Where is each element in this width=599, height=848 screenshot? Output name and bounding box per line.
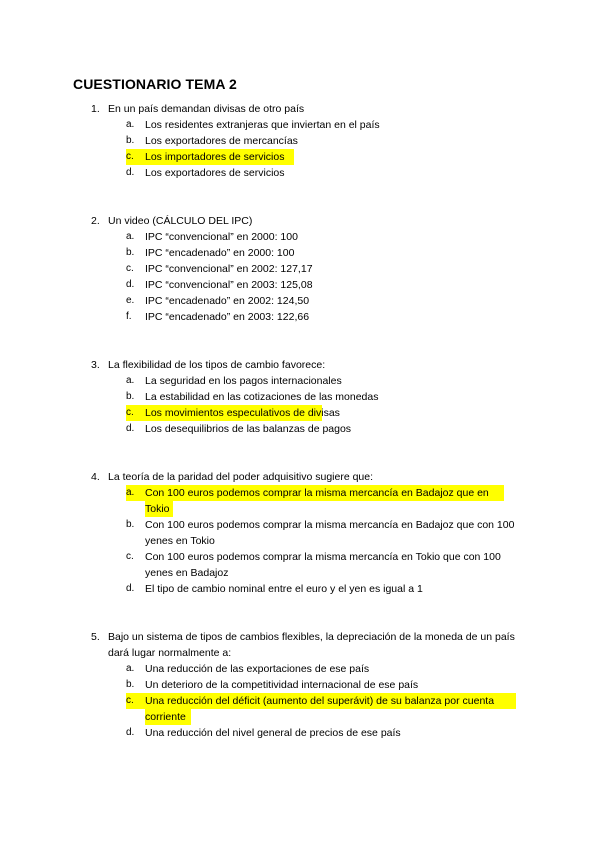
option-text: Los residentes extranjeras que inviertan en el país [145, 119, 380, 131]
option-text: Los exportadores de servicios [145, 167, 285, 179]
option-letter: b. [126, 247, 135, 258]
option-letter: d. [126, 727, 135, 738]
option-text: Los exportadores de mercancías [145, 135, 298, 147]
page-title: CUESTIONARIO TEMA 2 [73, 76, 237, 92]
option-text: Los desequilibrios de las balanzas de pagos [145, 423, 352, 435]
option-text: Los importadores de servicios [145, 151, 285, 163]
question-text: Bajo un sistema de tipos de cambios flexibles, la depreciación de la moneda de un país dará lugar normalmente a: [108, 631, 515, 659]
option-letter: d. [126, 167, 135, 178]
option-letter: c. [126, 407, 134, 418]
option-letter: a. [126, 231, 135, 242]
option-letter: a. [126, 663, 135, 674]
option-letter: d. [126, 583, 135, 594]
option-text: Una reducción del déficit (aumento del superávit) de su balanza por cuenta corriente [145, 695, 495, 723]
option-text: IPC “encadenado” en 2002: 124,50 [145, 295, 310, 307]
option-text: IPC “convencional” en 2000: 100 [145, 231, 298, 243]
option-text: El tipo de cambio nominal entre el euro y el yen es igual a 1 [145, 583, 423, 595]
option-letter: a. [126, 375, 135, 386]
option-text: Los movimientos especulativos de divisas [145, 407, 340, 419]
option-text: IPC “convencional” en 2002: 127,17 [145, 263, 313, 275]
question-text: La flexibilidad de los tipos de cambio favorece: [108, 359, 326, 371]
option-letter: c. [126, 551, 134, 562]
question-number: 3. [91, 359, 100, 371]
option-text: La estabilidad en las cotizaciones de las monedas [145, 391, 379, 403]
question-number: 1. [91, 103, 100, 115]
option-letter: b. [126, 135, 135, 146]
option-letter: c. [126, 263, 134, 274]
option-letter: b. [126, 519, 135, 530]
option-letter: f. [126, 311, 132, 322]
option-letter: d. [126, 423, 135, 434]
option-text: Una reducción de las exportaciones de ese país [145, 663, 370, 675]
option-text: La seguridad en los pagos internacionales [145, 375, 342, 387]
question-number: 4. [91, 471, 100, 483]
question-text: En un país demandan divisas de otro país [108, 103, 305, 115]
option-letter: b. [126, 391, 135, 402]
option-letter: c. [126, 151, 134, 162]
option-text: IPC “encadenado” en 2003: 122,66 [145, 311, 310, 323]
option-text: IPC “encadenado” en 2000: 100 [145, 247, 295, 259]
question-number: 5. [91, 631, 100, 643]
option-text: Con 100 euros podemos comprar la misma mercancía en Badajoz que en Tokio [145, 487, 489, 515]
question-text: La teoría de la paridad del poder adquisitivo sugiere que: [108, 471, 374, 483]
option-letter: e. [126, 295, 135, 306]
option-letter: d. [126, 279, 135, 290]
option-letter: a. [126, 119, 135, 130]
option-text: Con 100 euros podemos comprar la misma mercancía en Badajoz que con 100 yenes en Tokio [145, 519, 515, 547]
question-text: Un video (CÁLCULO DEL IPC) [108, 215, 253, 227]
question-number: 2. [91, 215, 100, 227]
option-text: Una reducción del nivel general de precios de ese país [145, 727, 401, 739]
option-letter: b. [126, 679, 135, 690]
option-text: Con 100 euros podemos comprar la misma mercancía en Tokio que con 100 yenes en Badajoz [145, 551, 501, 579]
option-letter: c. [126, 695, 134, 706]
option-letter: a. [126, 487, 135, 498]
option-text: IPC “convencional” en 2003: 125,08 [145, 279, 313, 291]
option-text: Un deterioro de la competitividad internacional de ese país [145, 679, 419, 691]
